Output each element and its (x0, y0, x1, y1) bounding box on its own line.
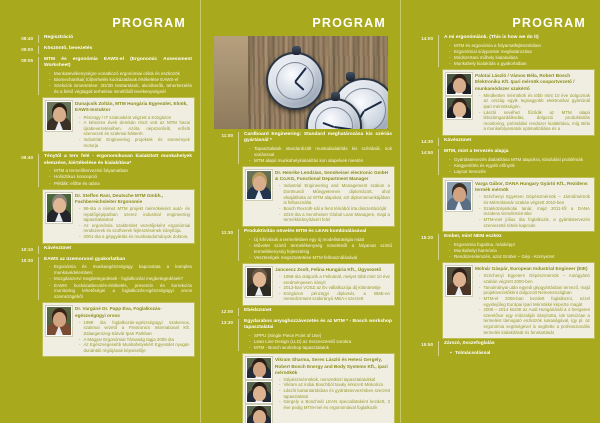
speaker-text (275, 357, 390, 423)
speaker-bio-list (479, 194, 590, 228)
entry-title: A mi ergonómiánk. (This is how we do it) (444, 35, 539, 40)
speaker-photo (446, 97, 472, 119)
entry-title: EAWS az üzemorvosi gyakorlatban (44, 256, 126, 262)
list-item: - Vikram az indiai Boschból tavaly érkezett Miskolcra (279, 382, 390, 388)
list-item: - Példák: előtte és utána (49, 181, 192, 187)
list-item: - A kétezres évek derekán részt vett az MTM hazai újrabevezetésében. Azóta népszerűsíti, erősíti szervezeti és szakmai hátterét. (79, 120, 190, 137)
list-item: - László nevéhez fűződik az MTM alapú létszámgazdálkodás, dolgozói produktivitás monitoring, prémiálási rendszer kialakítása, míg Béla a munkafolyamatok optimalizálása és a (479, 110, 590, 133)
list-item: - Bosch Rexroth-nál a fenti témából írta disszertációját (279, 206, 390, 212)
list-item: - Új kihívások a termelésben egy új modellstratégia miatt (249, 237, 392, 243)
speaker-photo-stack (46, 306, 72, 353)
entry-time: 15:20 (421, 235, 433, 241)
speaker-text (275, 170, 390, 223)
entry-divider (238, 132, 239, 164)
program-entry (204, 308, 394, 316)
list-item: - MTM a termelőtervezési folyamatban (49, 168, 192, 174)
speaker-name: Vikram Sharma, Seres László és Hetesi Gergely, Robert Bosch Energy and Body Systems Kft., ipari mérnökök (275, 357, 388, 375)
list-item: - 2010-óta a Sennheiser Global Lean Managere, majd a termékkirányításért felel (279, 212, 390, 223)
entry-bullet-list (449, 242, 592, 260)
entry-time: 08:40 (21, 36, 33, 41)
list-item: - Gépészmérnökök, nemzetközi tapasztalatokkal (279, 377, 390, 383)
header-title-middle: PROGRAM (312, 16, 386, 30)
speaker-text (475, 181, 590, 228)
entry-time: 11:30 (221, 229, 233, 235)
program-entry (404, 35, 594, 67)
entry-divider (38, 246, 39, 254)
list-item: - Mindketten mérnökök és több mint 10 éve dolgoznak az ország egyik legnagyobb elektronikai gyártónál ipari mérnökségén. (479, 93, 590, 110)
entry-list-morning (4, 35, 194, 356)
program-entry (204, 132, 394, 164)
list-item: - Rendszerelemzés, azaz Ember – Gép - Környezet (449, 254, 592, 260)
list-item: - Pénzügy / IT szakosként végzett a Közgázon (79, 115, 190, 121)
entry-list-afternoon (404, 35, 594, 356)
speaker-photo (446, 181, 472, 211)
program-entry (4, 35, 194, 43)
list-item: - MTM és ergonómia a folyamatfejlesztésben (449, 43, 592, 49)
entry-title: Cardboard Engineering: Standard meghatározása kis szériás gyártásnál * (244, 132, 392, 144)
entry-time: 09:00 (21, 47, 33, 52)
entry-body (444, 149, 594, 175)
entry-divider (438, 138, 439, 146)
list-item: - 2013-ban VOSZ az Év vállalkozója díj kitüntetettje (279, 285, 390, 291)
header-title-right: PROGRAM (512, 16, 586, 30)
speaker-photo (446, 73, 472, 95)
header-title-left: PROGRAM (112, 16, 186, 30)
entry-time: 11:00 (221, 133, 233, 138)
entry-divider (38, 46, 39, 54)
entry-body (444, 138, 594, 144)
entry-divider (438, 234, 439, 260)
speaker-photo (246, 381, 272, 403)
entry-body (44, 246, 194, 252)
list-item: - MTM alapú munkahelykialakítás kon alapelvek mentén (249, 158, 392, 164)
speaker-name: Dr. Steffen Rast, Deutsche MTM Gmbh., Fachbereichsleiter Ergonomie (75, 192, 164, 204)
speaker-card (443, 263, 594, 338)
entry-list-midday (204, 132, 394, 423)
entry-divider (438, 35, 439, 67)
entry-time: 14:50 (421, 150, 433, 156)
speaker-photo-stack (246, 357, 272, 423)
speaker-card (243, 264, 394, 305)
list-item: - Tanulmányai után egyedi gépgyártásban tervező, majd projektvezetőként dolgozott Németországban (479, 285, 590, 296)
list-item: - Industrial Engineering projektek és események motorja (79, 137, 190, 148)
column-divider-2 (400, 0, 401, 423)
list-item: - Veszteségek megszüntetése MTM felhasználásával (249, 255, 392, 261)
speaker-text (75, 306, 190, 353)
speaker-name: Palotai László / Vámos Béla, Robert Bosch Elektronika Kft. Ipari mérnök csoportvezető / munkamódszer szakértő (475, 73, 575, 91)
speaker-card (443, 178, 594, 231)
speaker-text (475, 73, 590, 132)
speaker-photo (446, 266, 472, 296)
entry-title: Egydarabos anyaghozzávezetés és az MTM * - Bosch workshop tapasztalatai (244, 319, 392, 331)
list-item: - Munkahely kialakítás a gyakorlatban (449, 61, 592, 67)
list-item: - László kartantartásban és gyártástervezésben szerzett tapasztalatot (279, 388, 390, 399)
speaker-card (43, 303, 194, 356)
list-item: - Holisztikus koncepció (49, 174, 192, 180)
entry-body (44, 35, 194, 41)
program-entry (4, 57, 194, 95)
translation-note: ▪ Tolmácsolással (450, 351, 592, 356)
program-column-morning (0, 0, 200, 423)
speaker-bio-list (479, 273, 590, 335)
program-entry (404, 149, 594, 175)
entry-time: 09:40 (21, 155, 33, 161)
speaker-photo-stack (246, 170, 272, 223)
speaker-photo (246, 267, 272, 297)
program-column-midday (200, 0, 400, 423)
program-entry (404, 138, 594, 146)
speaker-bio-list (79, 115, 190, 149)
entry-time: 10:30 (21, 257, 33, 263)
list-item: - Ergonómiai súlypontok meghatározása (449, 49, 592, 55)
list-item: - MTM-el 2006-ban kezdett foglalkozni, ezzel egyidejűleg Európai Ipari Mérnökké képezte magát (479, 296, 590, 307)
speaker-photo (46, 101, 72, 131)
list-item: - 2001-óta a gépgyártás és munkatudományok doktora (79, 234, 190, 240)
program-entry (4, 46, 194, 54)
entry-title: Kávészünet (44, 245, 72, 251)
entry-bullet-list (249, 146, 392, 164)
entry-body (244, 132, 394, 164)
list-item: - Biomechanikai( túl)terhelés kockázatának értékelése EAWS-el (49, 77, 192, 83)
entry-bullet-list (49, 168, 192, 186)
program-entry (404, 341, 594, 356)
speaker-photo-stack (46, 101, 72, 148)
entry-body (244, 308, 394, 314)
entry-divider (38, 57, 39, 95)
speaker-photo (46, 306, 72, 336)
list-item: - MTM - Bosch workshop tapasztalatok (249, 345, 392, 351)
list-item: - Gergely a Boschnál LEAN specialistaként kezdett, 3 éve pedig MTM-mel és ergonómiával foglalkozik (279, 399, 390, 410)
list-item: - Széchenyi Egyetem Gépészmérnök – Autógyártó szakán végzett 2000-ben (479, 273, 590, 284)
speaker-name: Dunajcsik Zoltán, MTM Hungária Egyesület, Elnök, EAWS-Instuktor (75, 101, 188, 113)
speaker-card (43, 190, 194, 243)
entry-title: Produktivitás növelés MTM és LEAN kombinálásával (244, 228, 367, 234)
entry-body (244, 229, 394, 261)
program-entry (204, 319, 394, 351)
entry-divider (238, 308, 239, 316)
list-item: - Ergonómia és munkaegészségügy kapcsolata a komplex munkavédelemben; (49, 264, 192, 276)
speaker-card (43, 98, 194, 151)
list-item: - Lean Line Design (LLD) az összeszerelő sorokra (249, 339, 392, 345)
list-item: - Kiegyenlítés és egyéb előnyök (449, 163, 592, 169)
speaker-name: Dr. Vargáné Dr. Papp Éva, Foglalkozás-egészségügyi orvos (75, 306, 162, 318)
list-item: - 1999 óta foglalkozás-egészségügyi szakorvos, szakmai vezető a Flextronics International Kft. Zalaegerszeg-Sárvár Ipari Parkban (79, 320, 190, 337)
entry-body (44, 154, 194, 186)
entry-time: 14:00 (421, 36, 433, 41)
list-item: - Művelet szintű termelékenység növeléstől a folyamat szintű termelékenység fejlesztésig (249, 243, 392, 255)
entry-title: MTM és ergonómia EAWS-el (Ergonomic Assessment Worksheet) (44, 57, 192, 69)
entry-divider (238, 319, 239, 351)
entry-divider (238, 229, 239, 261)
speaker-photo (246, 405, 272, 423)
speaker-name: Varga Gábor, DANA Hungary Gyártó Kft., Rezidens termék mérnök (475, 181, 588, 193)
list-item: - Közgázon pénzügyi diplomát, a BME-en menedzsment szakirányú MBA-t szerzett (279, 291, 390, 302)
entry-divider (38, 257, 39, 301)
list-item: - Az ergonómia szakterület vezetőjeként ergonómiai rendszerek és szoftverek fejlesztésének irányítója. (79, 223, 190, 234)
speaker-bio-list (79, 206, 190, 240)
list-item: - 99-óta a német MTM projekt mérnökeként autó- és repülőgépiparban szerez industrial engineering tapasztalatokat (79, 206, 190, 223)
speaker-photo (46, 193, 72, 223)
list-item: - Az Egészségesebb Munkahelyekért Egyesület nyugat-dunántúli régiójának képviselője (79, 342, 190, 353)
entry-title: Köszöntő, bevezetés (44, 46, 93, 51)
entry-body (444, 341, 594, 356)
entry-time: 13:30 (221, 320, 233, 326)
list-item: - Gyártástervezés átalakítása MTM alapokra, kiindulási problémák (449, 157, 592, 163)
entry-title: MTM, mint a tervezés alapja (444, 149, 509, 155)
list-item: - EAWS kockázatbecslés-értékelés, preventív és korrekciós monitoring lehetőségei a foglalkozás-egészségügyi orvos szemszögéből (49, 283, 192, 301)
speaker-card (243, 354, 394, 423)
speaker-bio-list (79, 320, 190, 354)
speaker-bio-list (479, 93, 590, 132)
program-entry (404, 234, 594, 260)
list-item: - SPPU (Single Piece Point of Use) (249, 333, 392, 339)
speaker-photo-stack (446, 181, 472, 228)
list-item: - Szakközépiskolai tanár, majd 2011-től a DANA rezidens termékmérnöke (479, 206, 590, 217)
list-item: - Munkatevékenységre vonatkozó ergonómiai célok és eszközök (49, 71, 192, 77)
speaker-text (75, 193, 190, 240)
program-entry (204, 229, 394, 261)
speaker-bio-list (279, 183, 390, 222)
speaker-bio-list (279, 377, 390, 411)
list-item: - Ergonómia fogalma, másképp! (449, 242, 592, 248)
speaker-photo (246, 170, 272, 200)
entry-time: 15:50 (421, 342, 433, 348)
speaker-text (475, 266, 590, 335)
speaker-card (243, 167, 394, 226)
entry-title: Zárszó, összefoglalás (444, 341, 495, 347)
speaker-photo-stack (246, 267, 272, 302)
watch-icon (266, 52, 324, 110)
list-item: - Szekciók ismertetése: 2D/3D testtartások, akciókerők, teherkezelés és a felső végtagok terhelése ismétlődő tevékenységnél (49, 83, 192, 95)
entry-divider (438, 149, 439, 175)
speaker-card (443, 70, 594, 135)
list-item: - 1998-óta dolgozik a Felinánál, melyet több mint 10 éve eredményesen irányít (279, 274, 390, 285)
list-item: - 2008 – 2014 között az Audi Hungáriánál a 4 hengeres szerelősor egy műszakját irányította, ide tartozóan a termelést támogató eszközök sokaságával, így pl. az ergonómia segítségével is segítette a professzionális termelés kialakítását és fenntartását (479, 307, 590, 335)
entry-title: Ténytől a terv felé - ergonomikusan kialakított munkahelyek elemzése, kiértékelése és kialakítása* (44, 154, 192, 166)
entry-title: Kávészünet (444, 138, 472, 144)
speaker-photo-stack (446, 73, 472, 132)
entry-title: Regisztráció (44, 35, 74, 40)
program-entry (4, 246, 194, 254)
list-item: - Industrial Engineering and Management szakon a Dortmundi Műegyetemen diplomázott, ahol elsajátította az MTM alapokat, ezt diplomamunkájában is felhasználta (279, 183, 390, 206)
speaker-photo-stack (46, 193, 72, 240)
entry-bullet-list (249, 333, 392, 351)
entry-time: 10:10 (21, 246, 33, 252)
entry-bullet-list (49, 264, 192, 300)
list-item: - Széchenyi Egyetem Gépészmérnök – Járműmérnök és Mérnöktanár szakán végzett 2010-ben (479, 194, 590, 205)
speaker-name: Jancsecz Zsolt, Felina Hungária Kft., Ügyvezető (275, 266, 382, 272)
pocket-watches-photo (214, 36, 388, 129)
speaker-text (275, 267, 390, 302)
list-item: - Tapasztalatok standardizált munkakialakítás kis szériánál, sok variánssal (249, 146, 392, 158)
entry-bullet-list (449, 157, 592, 175)
speaker-bio-list (279, 274, 390, 302)
entry-bullet-list (249, 237, 392, 261)
entry-title: Ebédszünet (244, 308, 272, 314)
list-item: - Munkahelyi harmónia (449, 248, 592, 254)
speaker-name: Dr. Henrike Lendzian, Sennheiser electronic GmbH & Co.KG, Functional Department Manager (275, 170, 389, 182)
column-divider-1 (200, 0, 201, 423)
entry-bullet-list (449, 43, 592, 67)
entry-body (444, 234, 594, 260)
program-entry (4, 257, 194, 301)
speaker-name: Molnár Gáspár, European Industrial Engineer (EIE) (475, 266, 588, 272)
entry-body (44, 257, 194, 301)
entry-divider (438, 341, 439, 356)
speaker-text (75, 101, 190, 148)
entry-body (44, 57, 194, 95)
entry-body (244, 319, 394, 351)
entry-body (444, 35, 594, 67)
list-item: - A Magyar Ergonómiai Társaság tagja 2005 óta (79, 337, 190, 343)
program-entry (4, 154, 194, 186)
entry-time: 14:30 (421, 139, 433, 145)
entry-divider (38, 154, 39, 186)
list-item: - Módszertani műhely kialakulása (449, 55, 592, 61)
entry-bullet-list (49, 71, 192, 95)
entry-time: 12:00 (221, 309, 233, 315)
program-column-afternoon (400, 0, 600, 423)
list-item: - MTM-mel július óta foglalkozik, a gyártástervezés szervezetté tétele kapcsán (479, 217, 590, 228)
list-item: - Mozgásszervi megbetegedések - foglalkozási megbetegedések? (49, 276, 192, 282)
speaker-photo-stack (446, 266, 472, 335)
entry-title: Ember, mint NEM eszköz (444, 234, 502, 240)
speaker-photo (246, 357, 272, 379)
entry-divider (38, 35, 39, 43)
entry-body (44, 46, 194, 52)
list-item: - Layout tervezés (449, 169, 592, 175)
entry-time: 09:05 (21, 58, 33, 63)
